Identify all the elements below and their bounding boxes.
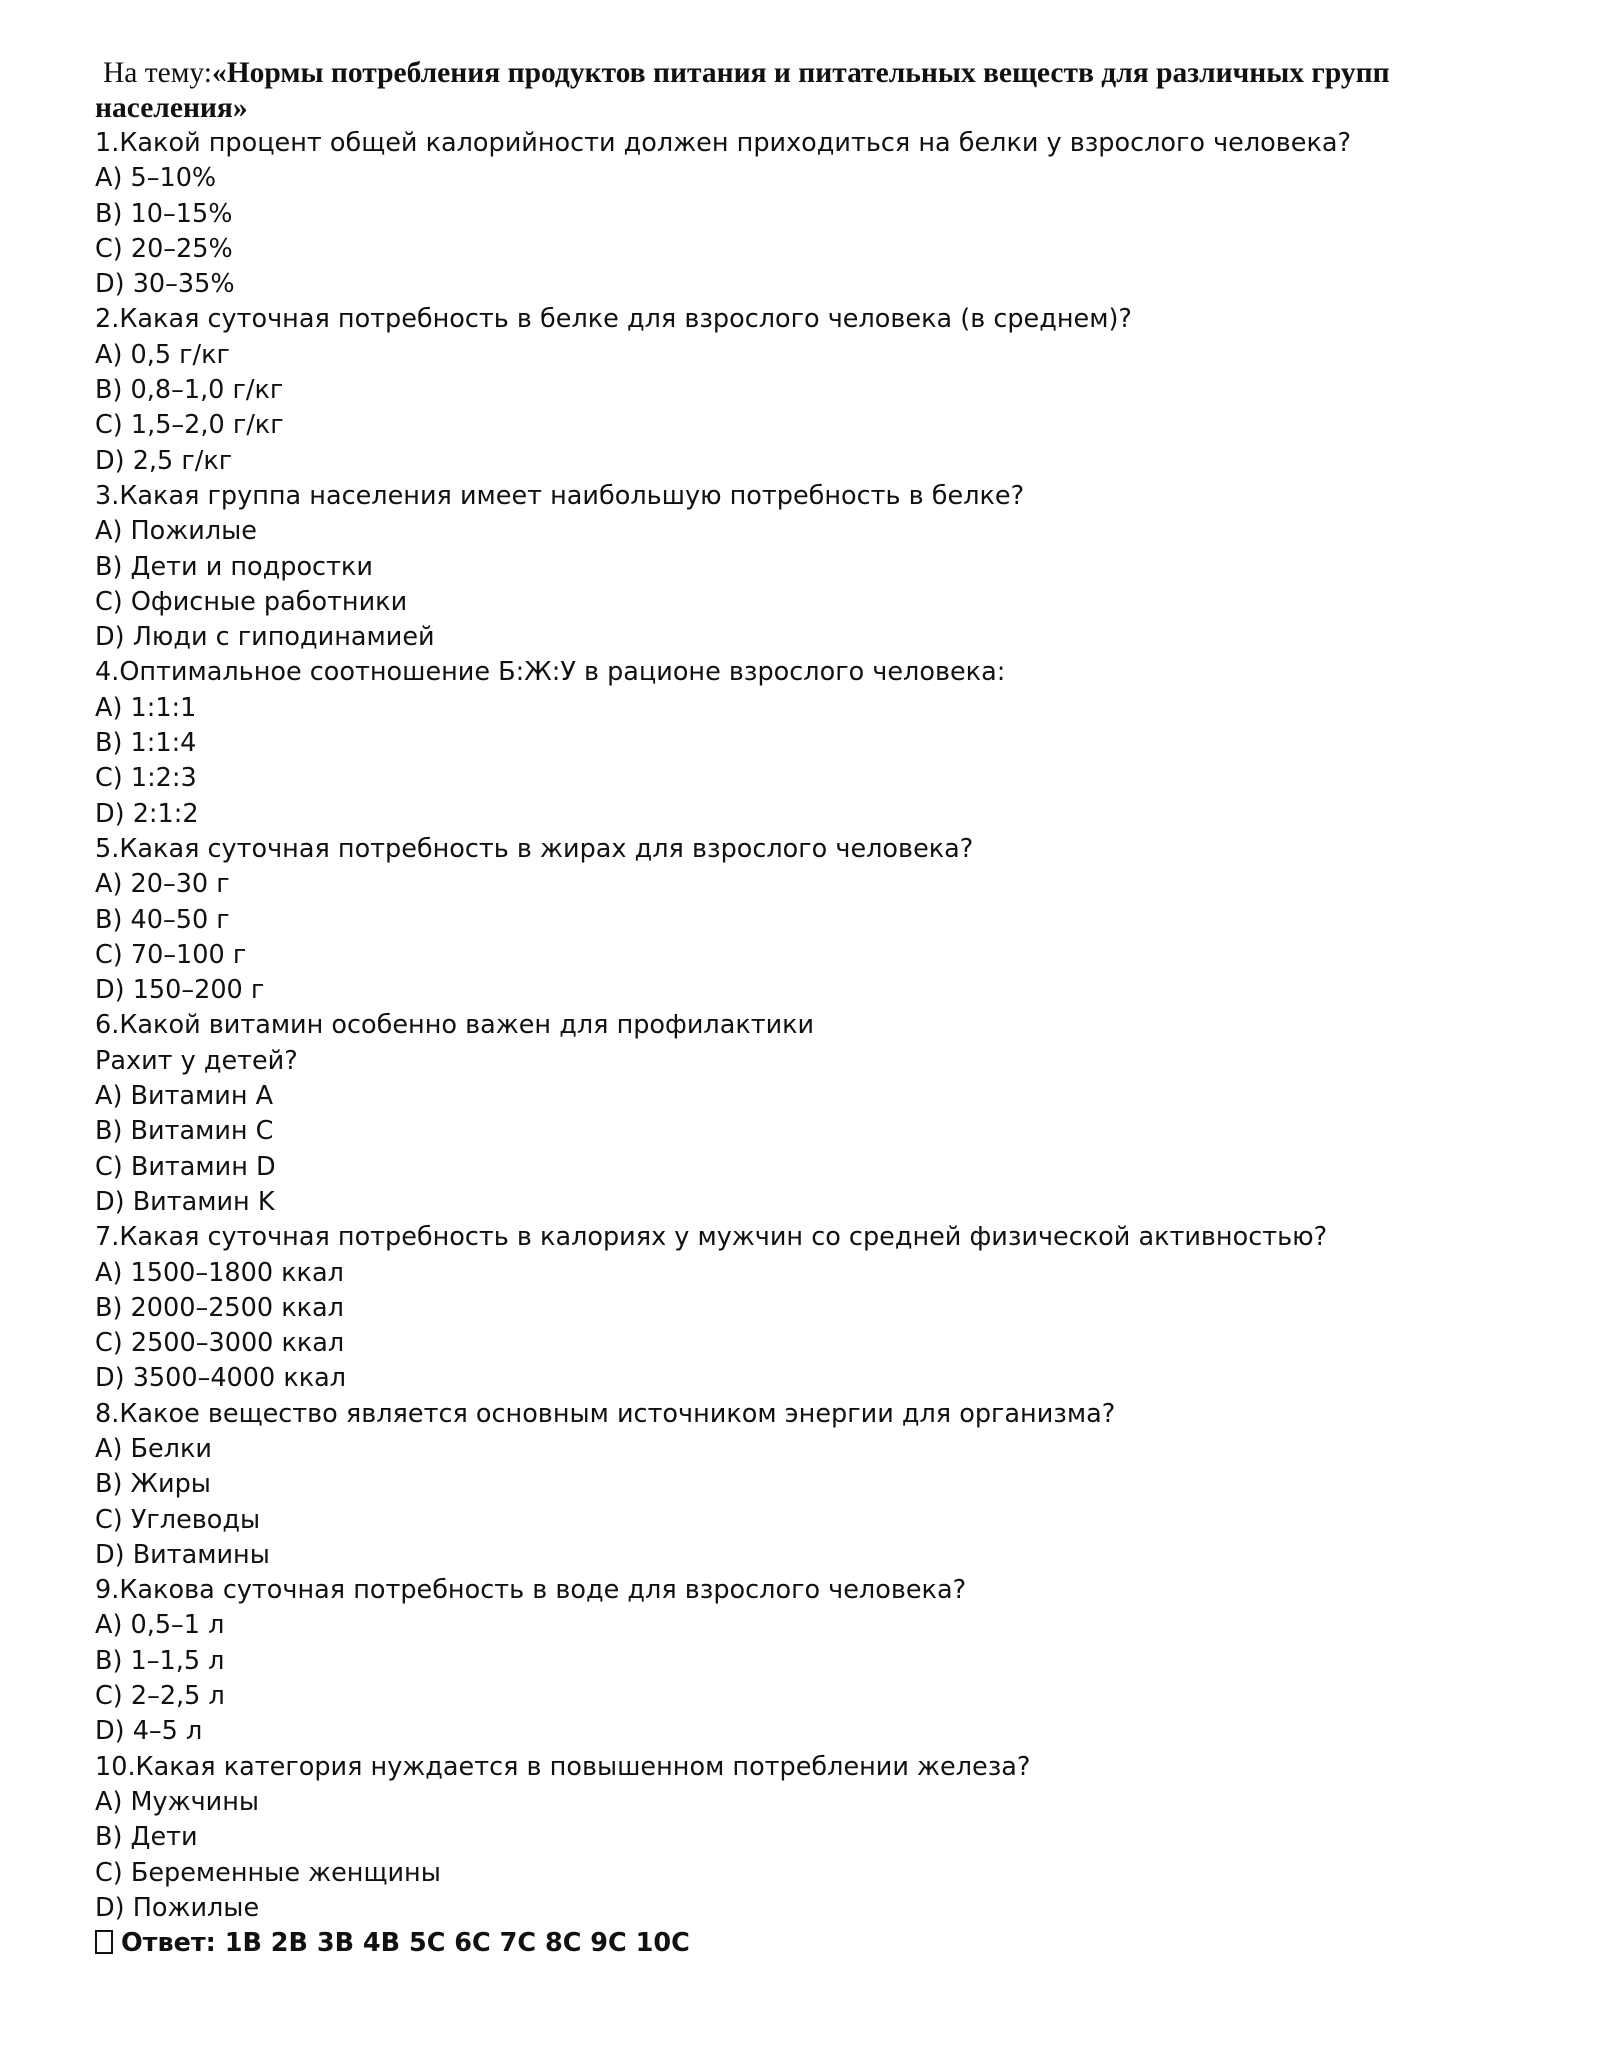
answer-option: B) Витамин C	[95, 1116, 274, 1147]
answer-option: B) 0,8–1,0 г/кг	[95, 375, 284, 406]
answer-key-text: Ответ: 1B 2B 3B 4B 5C 6C 7C 8C 9C 10C	[121, 1928, 690, 1959]
answer-option: B) 1–1,5 л	[95, 1645, 225, 1676]
answer-option: A) Витамин A	[95, 1081, 274, 1112]
answer-option: C) 2500–3000 ккал	[95, 1328, 345, 1359]
answer-key	[95, 1926, 1535, 1961]
answer-option: A) 1:1:1	[95, 692, 197, 723]
question-text: 9.Какова суточная потребность в воде для взрослого человека?	[95, 1575, 967, 1606]
answer-option: D) Пожилые	[95, 1892, 260, 1923]
answer-option: A) 20–30 г	[95, 869, 230, 900]
question-text: 1.Какой процент общей калорийности должен приходиться на белки у взрослого человека?	[95, 128, 1352, 158]
answer-option: D) 2:1:2	[95, 798, 199, 829]
question-text: 4.Оптимальное соотношение Б:Ж:У в рационе взрослого человека:	[95, 657, 1006, 688]
answer-option: B) Дети	[95, 1822, 198, 1853]
answer-option: C) 2–2,5 л	[95, 1681, 225, 1712]
answer-option: A) 5–10%	[95, 163, 217, 194]
answer-option: D) 3500–4000 ккал	[95, 1363, 347, 1394]
answer-option: C) Углеводы	[95, 1504, 261, 1535]
answer-option: D) 4–5 л	[95, 1716, 203, 1747]
document-page	[95, 56, 1535, 1961]
answer-option: C) 1:2:3	[95, 763, 197, 794]
question-text: 10.Какая категория нуждается в повышенном потреблении железа?	[95, 1751, 1031, 1782]
answer-option: A) Белки	[95, 1433, 212, 1464]
answer-option: C) 1,5–2,0 г/кг	[95, 410, 284, 441]
answer-option: D) Витамины	[95, 1539, 270, 1570]
answer-option: A) Пожилые	[95, 516, 257, 547]
answer-option: B) 2000–2500 ккал	[95, 1292, 344, 1323]
question-text: 5.Какая суточная потребность в жирах для взрослого человека?	[95, 833, 974, 864]
answer-option: B) Жиры	[95, 1469, 211, 1500]
answer-option: A) 1500–1800 ккал	[95, 1257, 344, 1288]
question-text: 3.Какая группа населения имеет наибольшую потребность в белке?	[95, 480, 1025, 511]
missing-glyph-icon	[95, 1930, 113, 1954]
answer-option: B) Дети и подростки	[95, 551, 373, 582]
answer-option: C) Офисные работники	[95, 586, 408, 617]
question-text: 6.Какой витамин особенно важен для профилактики	[95, 1010, 815, 1041]
answer-option: C) Беременные женщины	[95, 1857, 441, 1888]
answer-option: D) 150–200 г	[95, 975, 265, 1006]
answer-option: A) 0,5–1 л	[95, 1610, 225, 1641]
answer-option: B) 40–50 г	[95, 904, 230, 935]
question-text: 2.Какая суточная потребность в белке для взрослого человека (в среднем)?	[95, 304, 1132, 335]
document-title	[95, 56, 1535, 126]
answer-option: D) 30–35%	[95, 269, 235, 300]
answer-option: D) 2,5 г/кг	[95, 445, 233, 476]
question-text: 8.Какое вещество является основным источником энергии для организма?	[95, 1398, 1116, 1429]
answer-option: D) Витамин K	[95, 1186, 275, 1217]
title-prefix: На тему:	[103, 57, 212, 89]
answer-option: A) Мужчины	[95, 1786, 260, 1817]
answer-option: C) 70–100 г	[95, 939, 247, 970]
answer-option: B) 1:1:4	[95, 728, 197, 759]
answer-option: D) Люди с гиподинамией	[95, 622, 435, 653]
answer-option: B) 10–15%	[95, 198, 233, 229]
question-text: 7.Какая суточная потребность в калориях у мужчин со средней физической активностью?	[95, 1222, 1328, 1253]
answer-option: A) 0,5 г/кг	[95, 339, 230, 370]
question-text-continued: Рахит у детей?	[95, 1045, 298, 1076]
title-topic: «Нормы потребления продуктов питания и питательных веществ для различных групп населения»	[95, 57, 1390, 124]
answer-option: C) 20–25%	[95, 233, 233, 264]
answer-option: C) Витамин D	[95, 1151, 276, 1182]
quiz-content	[95, 126, 1535, 1961]
